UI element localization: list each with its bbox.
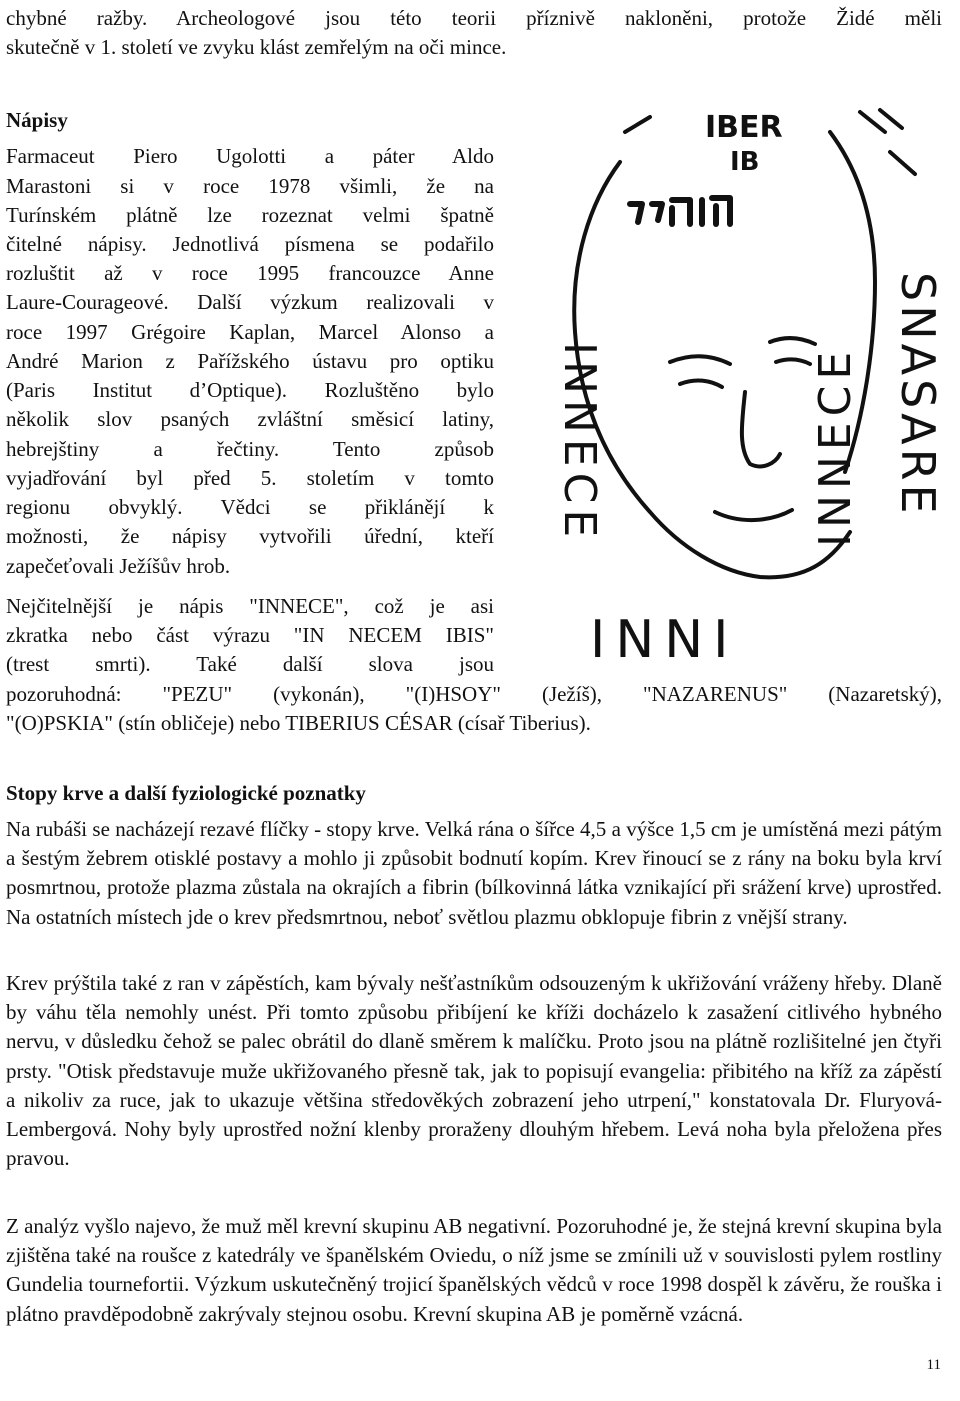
- napisy-line: Marastoni si v roce 1978 všimli, že na: [6, 174, 494, 198]
- eye-left: [680, 380, 722, 387]
- eyebrow-left: [670, 356, 730, 364]
- napisy-line: "(O)PSKIA" (stín obličeje) nebo TIBERIUS CÉSAR (císař Tiberius).: [6, 711, 591, 735]
- face-drawing: [530, 92, 960, 672]
- section-heading-napisy: Nápisy: [6, 108, 68, 132]
- section-heading-krev: Stopy krve a další fyziologické poznatky: [6, 781, 366, 805]
- napisy-line: Turínském plátně lze rozeznat velmi špatně: [6, 203, 494, 227]
- napisy-line: (trest smrti). Také další slova jsou: [6, 652, 494, 676]
- napisy-line: (Paris Institut d’Optique). Rozluštěno bylo: [6, 378, 494, 402]
- krev-paragraph-2: Krev prýštila také z ran v zápěstích, kam bývaly nešťastníkům odsouzeným k ukřižování vráženy hřeby. Dlaně by váhu těla nemohly unést. Při tomto způsobu přibíjení ke kříži docházelo k zasažení citlivého hybného nervu, v důsledku čehož se palec obrátil do dlaně směrem k malíčku. Proto jsou na plátně rozlišitelné jen čtyři prsty. "Otisk představuje muže ukřižovaného přesně tak, jak to popisují evangelia: přibitého na kříž za zápěstí a nikoliv za ruce, jak to ukazuje většina středověkých zobrazení jeho utrpení," konstatovala Dr. Fluryová-Lembergová. Nohy byly uprostřed nožní klenby proraženy dlouhým hřebem. Levá noha byla přeložena přes pravou.: [6, 971, 942, 1171]
- napisy-line: několik slov psaných zvláštní směsicí latiny,: [6, 407, 494, 431]
- inscription-innece-left: INNECE: [554, 342, 605, 544]
- napisy-line: regionu obvyklý. Vědci se přiklánějí k: [6, 495, 494, 519]
- krev-paragraph-1: Na rubáši se nacházejí rezavé flíčky - stopy krve. Velká rána o šířce 4,5 a výšce 1,5 cm je umístěná mezi pátým a šestým žebrem otisklé postavy a mohlo ji způsobit bodnutí kopím. Krev řinoucí se z rány na boku byla krví posmrtnou, protože plazma zůstala na okrajích a fibrin (bílkovinná látka vznikající při srážení krve) uprostřed. Na ostatních místech jde o krev předsmrtnou, neboť světlou plazmu obklopuje fibrin z vnější strany.: [6, 817, 942, 929]
- inscription-innece-middle: INNECE: [810, 345, 861, 547]
- shroud-inscriptions-illustration: [530, 92, 960, 672]
- napisy-line: Nejčitelnější je nápis "INNECE", což je asi: [6, 594, 494, 618]
- inscription-ib: IB: [730, 147, 760, 177]
- face-outline: [574, 162, 850, 577]
- napisy-line: možnosti, že nápisy vytvořili úřední, kteří: [6, 524, 494, 548]
- intro-line-1: chybné ražby. Archeologové jsou této teorii příznivě nakloněni, protože Židé měli: [6, 6, 942, 30]
- hair-stroke: [860, 112, 885, 132]
- page-number: 11: [926, 1357, 941, 1373]
- inscription-snasare: SNASARE: [891, 272, 945, 518]
- napisy-line: zapečeťovali Ježíšův hrob.: [6, 554, 231, 578]
- intro-line-2: skutečně v 1. století ve zvyku klást zemřelým na oči mince.: [6, 35, 507, 59]
- napisy-line: čitelné nápisy. Jednotlivá písmena se podařilo: [6, 232, 494, 256]
- napisy-line: rozluštit až v roce 1995 francouzce Anne: [6, 261, 494, 285]
- napisy-line: Laure-Courageové. Další výzkum realizovali v: [6, 290, 494, 314]
- hebrew-glyphs: [630, 198, 730, 224]
- napisy-line: pozoruhodná: "PEZU" (vykonán), "(I)HSOY" (Ježíš), "NAZARENUS" (Nazaretský),: [6, 682, 942, 706]
- napisy-line: hebrejštiny a řečtiny. Tento způsob: [6, 437, 494, 461]
- hair-stroke: [890, 152, 915, 174]
- hair-stroke: [880, 110, 902, 128]
- napisy-line: André Marion z Pařížského ústavu pro optiku: [6, 349, 494, 373]
- mouth: [715, 510, 792, 520]
- inscription-inni-bottom: INNI: [590, 610, 739, 670]
- eye-right: [776, 360, 810, 364]
- eyebrow-right: [770, 338, 815, 344]
- napisy-line: roce 1997 Grégoire Kaplan, Marcel Alonso a: [6, 320, 494, 344]
- krev-paragraph-3: Z analýz vyšlo najevo, že muž měl krevní skupinu AB negativní. Pozoruhodné je, že stejná krevní skupina byla zjištěna také na roušce z katedrály ve španělském Oviedu, o níž jsme se zmínili už v souvislosti pylem rostliny Gundelia tournefortii. Výzkum uskutečněný trojicí španělských vědců v roce 1998 dospěl k závěru, že rouška i plátno pravděpodobně zakrývaly stejnou osobu. Krevní skupina AB je poměrně vzácná.: [6, 1214, 942, 1326]
- napisy-line: vyjadřování byl před 5. stoletím v tomto: [6, 466, 494, 490]
- hair-stroke: [625, 117, 650, 132]
- napisy-line: Farmaceut Piero Ugolotti a páter Aldo: [6, 144, 494, 168]
- inscription-iber: IBER: [705, 110, 783, 145]
- nose: [742, 392, 780, 466]
- napisy-line: zkratka nebo část výrazu "IN NECEM IBIS": [6, 623, 494, 647]
